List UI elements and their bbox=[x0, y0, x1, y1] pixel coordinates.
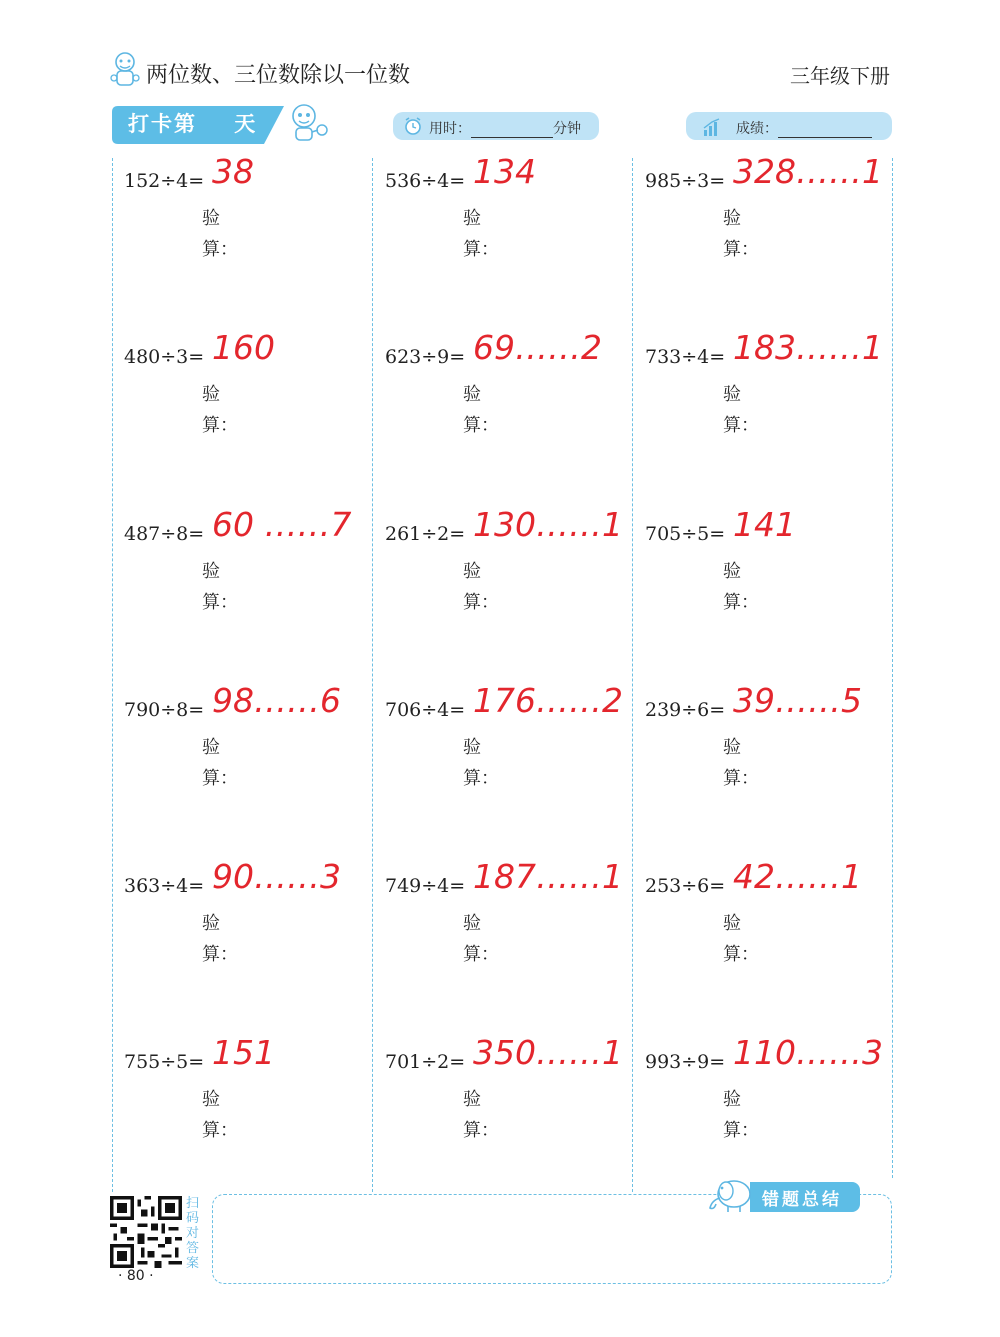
problem-cell bbox=[633, 1033, 883, 1195]
equation: 253÷6= bbox=[645, 875, 726, 897]
check-label: 算： bbox=[723, 944, 759, 965]
problem-cell bbox=[633, 681, 883, 843]
answer: 350……1 bbox=[473, 1033, 623, 1072]
problem-cell bbox=[112, 152, 362, 314]
problem-cell bbox=[112, 681, 362, 843]
problem-cell bbox=[112, 505, 362, 667]
check-label: 验 bbox=[463, 913, 481, 934]
equation: 706÷4= bbox=[385, 699, 466, 721]
equation: 480÷3= bbox=[124, 346, 205, 368]
answer: 69……2 bbox=[473, 328, 602, 367]
equation: 623÷9= bbox=[385, 346, 466, 368]
equation: 705÷5= bbox=[645, 523, 726, 545]
check-label: 算： bbox=[723, 592, 759, 613]
check-label: 验 bbox=[463, 384, 481, 405]
answer: 328……1 bbox=[733, 152, 883, 191]
check-label: 验 bbox=[723, 913, 741, 934]
check-label: 验 bbox=[202, 737, 220, 758]
problem-cell bbox=[373, 152, 623, 314]
problem-cell bbox=[633, 505, 883, 667]
answer: 151 bbox=[212, 1033, 275, 1072]
check-label: 验 bbox=[202, 208, 220, 229]
equation: 749÷4= bbox=[385, 875, 466, 897]
answer: 90……3 bbox=[212, 857, 341, 896]
check-label: 验 bbox=[463, 208, 481, 229]
check-label: 算： bbox=[463, 592, 499, 613]
alarm-clock-icon bbox=[403, 116, 423, 136]
answer: 160 bbox=[212, 328, 275, 367]
check-label: 验 bbox=[463, 561, 481, 582]
equation: 985÷3= bbox=[645, 170, 726, 192]
check-label: 算： bbox=[202, 415, 238, 436]
problem-cell bbox=[373, 857, 623, 1019]
score-field bbox=[686, 112, 892, 140]
check-label: 算： bbox=[723, 1120, 759, 1141]
page-number: · 80 · bbox=[118, 1268, 154, 1284]
check-label: 算： bbox=[463, 768, 499, 789]
problem-cell bbox=[373, 328, 623, 490]
equation: 536÷4= bbox=[385, 170, 466, 192]
problem-cell bbox=[633, 857, 883, 1019]
answer: 141 bbox=[733, 505, 796, 544]
equation: 993÷9= bbox=[645, 1051, 726, 1073]
check-label: 验 bbox=[723, 737, 741, 758]
check-label: 算： bbox=[463, 944, 499, 965]
check-label: 算： bbox=[202, 944, 238, 965]
check-label: 算： bbox=[463, 1120, 499, 1141]
problem-cell bbox=[373, 1033, 623, 1195]
equation: 487÷8= bbox=[124, 523, 205, 545]
problem-cell bbox=[373, 681, 623, 843]
check-label: 验 bbox=[723, 561, 741, 582]
time-label: 用时： bbox=[429, 121, 471, 137]
check-label: 算： bbox=[202, 592, 238, 613]
check-label: 算： bbox=[463, 415, 499, 436]
answer: 187……1 bbox=[473, 857, 623, 896]
check-label: 算： bbox=[723, 239, 759, 260]
problem-cell bbox=[112, 1033, 362, 1195]
problem-cell bbox=[633, 328, 883, 490]
check-label: 验 bbox=[202, 1089, 220, 1110]
problem-cell bbox=[633, 152, 883, 314]
problem-cell bbox=[112, 328, 362, 490]
equation: 701÷2= bbox=[385, 1051, 466, 1073]
check-label: 验 bbox=[202, 561, 220, 582]
check-label: 验 bbox=[202, 384, 220, 405]
equation: 733÷4= bbox=[645, 346, 726, 368]
check-label: 算： bbox=[723, 768, 759, 789]
qr-code-icon[interactable] bbox=[110, 1196, 182, 1268]
check-label: 算： bbox=[202, 1120, 238, 1141]
answer: 134 bbox=[473, 152, 536, 191]
page-title: 两位数、三位数除以一位数 bbox=[146, 63, 411, 88]
mistake-summary-title: 错题总结 bbox=[762, 1190, 842, 1210]
column-divider bbox=[892, 158, 893, 1178]
time-unit: 分钟 bbox=[553, 121, 581, 137]
mascot-icon bbox=[108, 50, 142, 90]
check-label: 算： bbox=[202, 768, 238, 789]
problem-cell bbox=[112, 857, 362, 1019]
check-label: 验 bbox=[463, 737, 481, 758]
equation: 152÷4= bbox=[124, 170, 205, 192]
answer: 183……1 bbox=[733, 328, 883, 367]
time-blank[interactable] bbox=[471, 123, 553, 138]
answer: 130……1 bbox=[473, 505, 623, 544]
score-blank[interactable] bbox=[778, 123, 872, 138]
answer: 98……6 bbox=[212, 681, 341, 720]
grade-label: 三年级下册 bbox=[790, 64, 890, 88]
answer: 176……2 bbox=[473, 681, 623, 720]
check-label: 验 bbox=[202, 913, 220, 934]
equation: 790÷8= bbox=[124, 699, 205, 721]
equation: 261÷2= bbox=[385, 523, 466, 545]
check-label: 验 bbox=[463, 1089, 481, 1110]
answer: 60 ……7 bbox=[212, 505, 352, 544]
qr-label: 扫码对答案 bbox=[186, 1196, 200, 1271]
answer: 42……1 bbox=[733, 857, 862, 896]
bar-chart-icon bbox=[702, 116, 724, 138]
check-label: 验 bbox=[723, 1089, 741, 1110]
check-label: 算： bbox=[723, 415, 759, 436]
equation: 239÷6= bbox=[645, 699, 726, 721]
equation: 755÷5= bbox=[124, 1051, 205, 1073]
mascot-icon bbox=[282, 100, 332, 146]
answer: 38 bbox=[212, 152, 254, 191]
check-label: 验 bbox=[723, 208, 741, 229]
elephant-icon bbox=[704, 1174, 756, 1214]
check-label: 算： bbox=[202, 239, 238, 260]
equation: 363÷4= bbox=[124, 875, 205, 897]
answer: 110……3 bbox=[733, 1033, 883, 1072]
checkin-label: 打卡第 天 bbox=[128, 112, 258, 136]
time-field bbox=[393, 112, 599, 140]
score-label: 成绩： bbox=[736, 121, 778, 137]
problem-cell bbox=[373, 505, 623, 667]
check-label: 算： bbox=[463, 239, 499, 260]
check-label: 验 bbox=[723, 384, 741, 405]
answer: 39……5 bbox=[733, 681, 862, 720]
